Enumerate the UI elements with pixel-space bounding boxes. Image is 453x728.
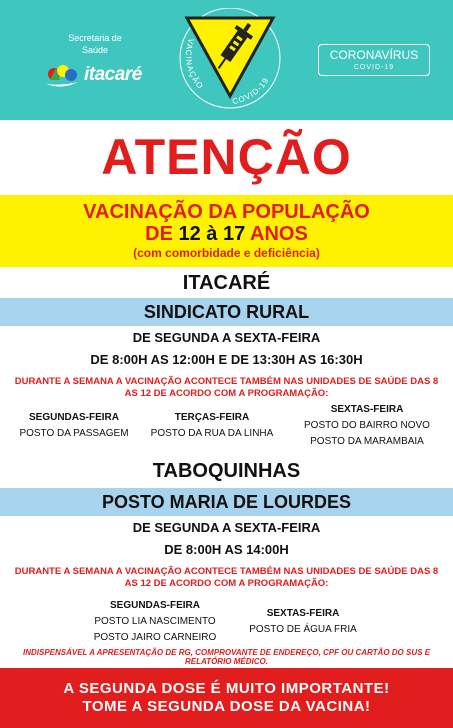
secretaria-label [40,32,150,56]
schedule-column [142,410,282,442]
location-band-2: POSTO MARIA DE LOURDES [0,488,453,516]
vaccination-highlight [0,195,453,267]
highlight-line3: (com comorbidade e deficiência) [133,246,320,260]
badge-left-text: VACINAÇÃO [183,37,206,92]
highlight-line2-suffix: ANOS [245,223,308,245]
column-day: SEGUNDAS-FEIRA [28,412,119,423]
itacare-logo-icon [44,62,80,88]
city-taboquinhas: TABOQUINHAS [152,460,301,482]
schedule-column [238,606,368,638]
header-banner [0,0,453,120]
column-place: POSTO LIA NASCIMENTO [94,616,216,627]
coronavirus-box [318,44,430,76]
footer-banner [0,668,453,728]
secretaria-line2: Saúde [81,45,109,55]
vaccination-badge-icon [175,8,285,112]
column-place: POSTO DO BAIRRO NOVO [304,420,430,431]
schedule-column [292,402,442,450]
column-place: POSTO DE ÁGUA FRIA [249,624,357,635]
age-range: 12 à 17 [178,223,246,245]
itacare-logo [44,60,154,90]
footer-line1: A SEGUNDA DOSE É MUITO IMPORTANTE! [63,680,390,697]
note-2: DURANTE A SEMANA A VACINAÇÃO ACONTECE TAMBÉM NAS UNIDADES DE SAÚDE DAS 8 AS 12 DE ACORDO COM A PROGRAMAÇÃO: [14,566,439,589]
column-day: SEGUNDAS-FEIRA [109,600,200,611]
corona-subtitle: COVID-19 [353,64,395,71]
column-day: SEXTAS-FEIRA [266,608,340,619]
badge-right-text: COVID-19 [231,75,271,107]
highlight-line2 [0,223,453,245]
documents-disclaimer: INDISPENSÁVEL A APRESENTAÇÃO DE RG, COMPROVANTE DE ENDEREÇO, CPF OU CARTÃO DO SUS E RELATÓRIO MÉDICO. [22,648,430,666]
city-itacare: ITACARÉ [182,272,271,294]
logo-text: itacaré [84,64,142,85]
schedule-days-1: DE SEGUNDA A SEXTA-FEIRA [132,330,321,345]
attention-title: ATENÇÃO [101,129,352,185]
column-place: POSTO DA MARAMBAIA [310,436,424,447]
secretaria-line1: Secretaria de [68,33,122,43]
schedule-days-2: DE SEGUNDA A SEXTA-FEIRA [132,520,321,535]
corona-title: CORONAVÍRUS [329,48,419,62]
schedule-hours-2: DE 8:00H AS 14:00H [164,542,289,557]
highlight-line1: VACINAÇÃO DA POPULAÇÃO [83,201,370,223]
location-band-1: SINDICATO RURAL [0,298,453,326]
column-place: POSTO DA PASSAGEM [19,428,129,439]
footer-line2: TOME A SEGUNDA DOSE DA VACINA! [82,698,371,715]
schedule-column [14,410,134,442]
schedule-hours-1: DE 8:00H AS 12:00H E DE 13:30H AS 16:30H [90,352,363,367]
note-1: DURANTE A SEMANA A VACINAÇÃO ACONTECE TAMBÉM NAS UNIDADES DE SAÚDE DAS 8 AS 12 DE ACORDO COM A PROGRAMAÇÃO: [14,376,439,399]
column-day: SEXTAS-FEIRA [330,404,404,415]
column-day: TERÇAS-FEIRA [174,412,250,423]
highlight-line2-prefix: DE [145,223,179,245]
schedule-column [80,598,230,646]
column-place: POSTO JAIRO CARNEIRO [93,632,217,643]
column-place: POSTO DA RUA DA LINHA [150,428,274,439]
